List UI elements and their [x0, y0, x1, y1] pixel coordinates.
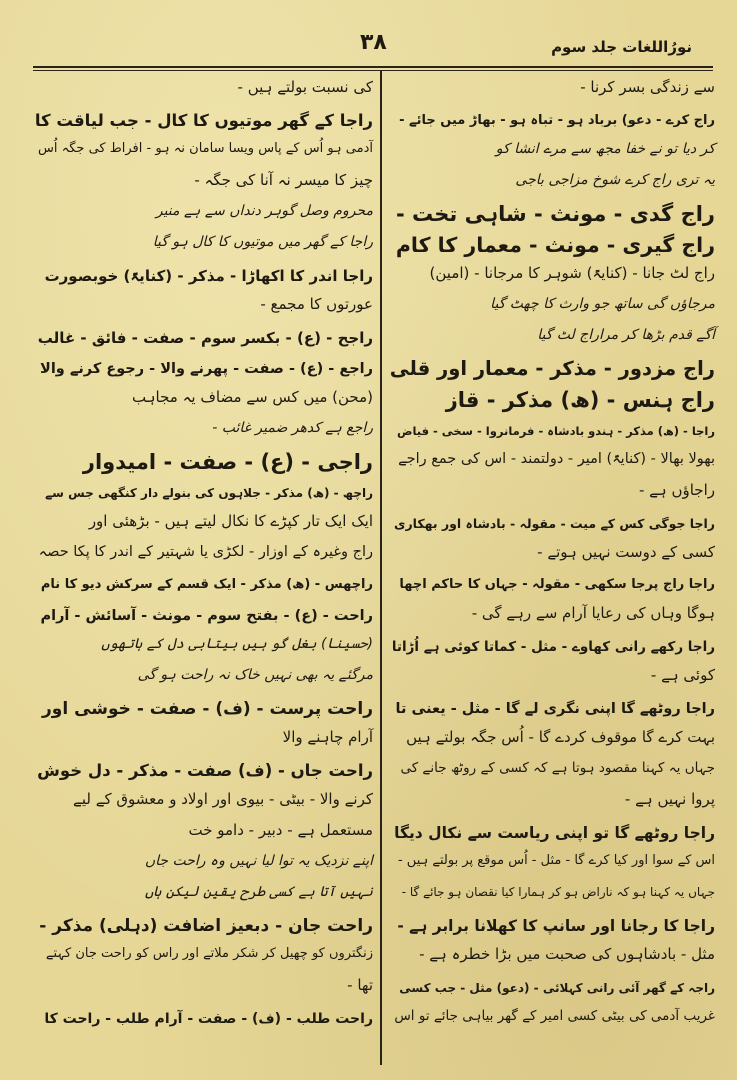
entry-headword-line: راجا روٹھے گا تو اپنی ریاست سے نکال دیگا	[394, 824, 715, 843]
header-rule	[33, 66, 713, 68]
definition-line: سے زندگی بسر کرنا -	[580, 78, 715, 96]
entry-headword-line: راجا راج پرجا سکھی - مقولہ - جہاں کا حاکم اچھا	[399, 577, 715, 593]
entry-headword-line: راجا جوگی کس کے میت - مقولہ - بادشاہ اور بھکاری	[394, 515, 715, 531]
entry-headword-line: راجح - (ع) - بکسر سوم - صفت - فائق - غالب	[37, 328, 373, 347]
entry-headword-line: راجی - (ع) - صفت - امیدوار	[82, 449, 373, 474]
entry-headword-line: راجہ کے گھر آئی رانی کہلائی - (دعو) مثل - جب کسی	[399, 981, 715, 996]
definition-line: راج لٹ جانا - (کنایۃً) شوہر کا مرجانا - (امین)	[429, 263, 715, 282]
entry-headword-line: راجا روٹھے گا اپنی نگری لے گا - مثل - یعنی تا	[395, 701, 715, 718]
definition-line: کرنے والا - بیٹی - بیوی اور اولاد و معشوق کے لیے	[73, 790, 373, 809]
definition-line: پروا نہیں ہے -	[624, 790, 715, 809]
definition-line: بہت کرے گا موقوف کردے گا - اُس جگہ بولتے ہیں	[406, 728, 715, 747]
definition-line: جہاں یہ کہنا ہو کہ ناراض ہو کر ہمارا کیا نقصان ہو جائے گا -	[401, 885, 715, 900]
definition-line: کی نسبت بولتے ہیں -	[237, 78, 373, 96]
column-divider	[380, 70, 382, 1065]
definition-line: ہوگا وہاں کی رعایا آرام سے رہے گی -	[471, 604, 715, 623]
definition-line: غریب آدمی کی بیٹی کسی امیر کے گھر بیاہی جائے تو اس	[394, 1008, 715, 1025]
definition-line: (محن) میں کس سے مضاف یہ مجاہب	[132, 387, 373, 406]
verse-line: مرگئے یہ بھی نہیں خاک نہ راحت ہو گی	[137, 667, 373, 684]
definition-line: تھا -	[347, 976, 373, 995]
definition-line: چیز کا میسر نہ آنا کی جگہ -	[194, 170, 373, 189]
entry-headword-line: راجا کا رجانا اور سانپ کا کھلانا برابر ہے -	[397, 917, 715, 936]
entry-headword-line: راج گدی - مونث - شاہی تخت -	[396, 201, 715, 226]
page-number: ۳۸	[360, 30, 387, 55]
definition-line: بھولا بھالا - (کنایۃً) امیر - دولتمند - اس کی جمع راجے	[398, 450, 715, 467]
entry-headword-line: راحت پرست - (ف) - صفت - خوشی اور	[41, 699, 373, 720]
verse-line: نہیں آتا ہے کسی طرح یقین لیکن ہاں	[144, 884, 373, 901]
definition-line: مستعمل ہے - دبیر - دامو خت	[188, 821, 373, 840]
entry-headword-line: راجا - (ھ) مذکر - ہندو بادشاہ - فرمانروا - سخی - فیاض	[396, 423, 715, 438]
definition-line: مثل - بادشاہوں کی صحبت میں بڑا خطرہ ہے -	[419, 945, 715, 964]
definition-line: کوئی ہے -	[650, 666, 715, 685]
entry-headword-line: راحت طلب - (ف) - صفت - آرام طلب - راحت کا	[44, 1011, 373, 1028]
entry-headword-line: راحت - (ع) - بفتح سوم - مونث - آسائش - آرام	[40, 608, 373, 625]
entry-headword-line: راجع - (ع) - صفت - پھرنے والا - رجوع کرنے والا	[40, 360, 373, 377]
entry-headword-line: راچھس - (ھ) مذکر - ایک قسم کے سرکش دیو کا نام	[40, 577, 373, 593]
verse-line: آگے قدم بڑھا کر مراراج لٹ گیا	[537, 326, 715, 343]
definition-line: عورتوں کا مجمع -	[260, 294, 373, 313]
entry-headword-line: راحت جاں - (ف) صفت - مذکر - دل خوش	[37, 761, 373, 781]
definition-line: ایک ایک تار کپڑے کا نکال لیتے ہیں - بڑھئی اور	[88, 511, 373, 530]
verse-line: یہ تری راج کرے شوخ مزاجی باجی	[515, 171, 715, 188]
entry-headword-line: راج گیری - مونث - معمار کا کام	[395, 232, 715, 257]
definition-line: زنگتروں کو چھیل کر شکر ملاتے اور راس کو راحت جان کہتے	[45, 946, 373, 962]
entry-headword-line: راچھ - (ھ) مذکر - جلاہوں کی بنولے دار کنگھی جس سے	[45, 485, 373, 500]
verse-line: مرجاؤں گی ساتھ جو وارث کا چھٹ گیا	[490, 295, 715, 312]
definition-line: کسی کے دوست نہیں ہوتے -	[537, 542, 715, 561]
entry-headword-line: راجا اندر کا اکھاڑا - مذکر - (کنایۃً) خوبصورت	[44, 266, 373, 285]
verse-line: راجع ہے کدھر ضمیر غائب -	[212, 419, 373, 436]
entry-headword-line: راحت جان - دبعیز اضافت (دہلی) مذکر -	[39, 916, 373, 937]
definition-line: آدمی ہو اُس کے پاس ویسا سامان نہ ہو - افراط کی جگہ اُس	[38, 140, 373, 156]
definition-line: راج وغیرہ کے اوزار - لکڑی یا شہتیر کے اندر کا پکا حصہ	[38, 543, 373, 560]
entry-headword-line: راج کرے - دعو) برباد ہو - تباہ ہو - بھاڑ میں جائے -	[399, 112, 715, 128]
verse-line: اپنے نزدیک یہ توا لیا نہیں وہ راحت جاں	[144, 853, 373, 870]
verse-line: محروم وصل گوہر دنداں سے ہے منیر	[155, 202, 373, 219]
header-rule-thin	[33, 70, 713, 71]
entry-headword-line: راج ہنس - (ھ) مذکر - قاز	[445, 387, 715, 412]
page-header	[0, 0, 737, 70]
definition-line: جہاں یہ کہنا مقصود ہوتا ہے کہ کسی کے روٹھ جانے کی	[400, 760, 715, 777]
entry-headword-line: راج مزدور - مذکر - معمار اور قلی	[389, 356, 715, 380]
definition-line: آرام چاہنے والا	[282, 728, 373, 747]
entry-headword-line: راجا کے گھر موتیوں کا کال - جب لیاقت کا	[34, 110, 373, 130]
definition-line: راجاؤں ہے -	[638, 480, 715, 499]
entry-headword-line: راجا رکھے رانی کھاوے - مثل - کماتا کوئی ہے اُڑاتا	[391, 639, 715, 656]
book-title: نورُاللغات جلد سوم	[551, 38, 692, 56]
verse-line: کر دیا تو نے خفا مجھ سے مرے انشا کو	[495, 140, 715, 157]
verse-line: راجا کے گھر میں موتیوں کا کال ہو گیا	[152, 233, 373, 250]
verse-line: (حسینا) بغل گو ہیں بیتابی دل کے ہاتھوں	[101, 636, 373, 653]
definition-line: اس کے سوا اور کیا کرے گا - مثل - اُس موقع پر بولتے ہیں -	[397, 853, 715, 869]
